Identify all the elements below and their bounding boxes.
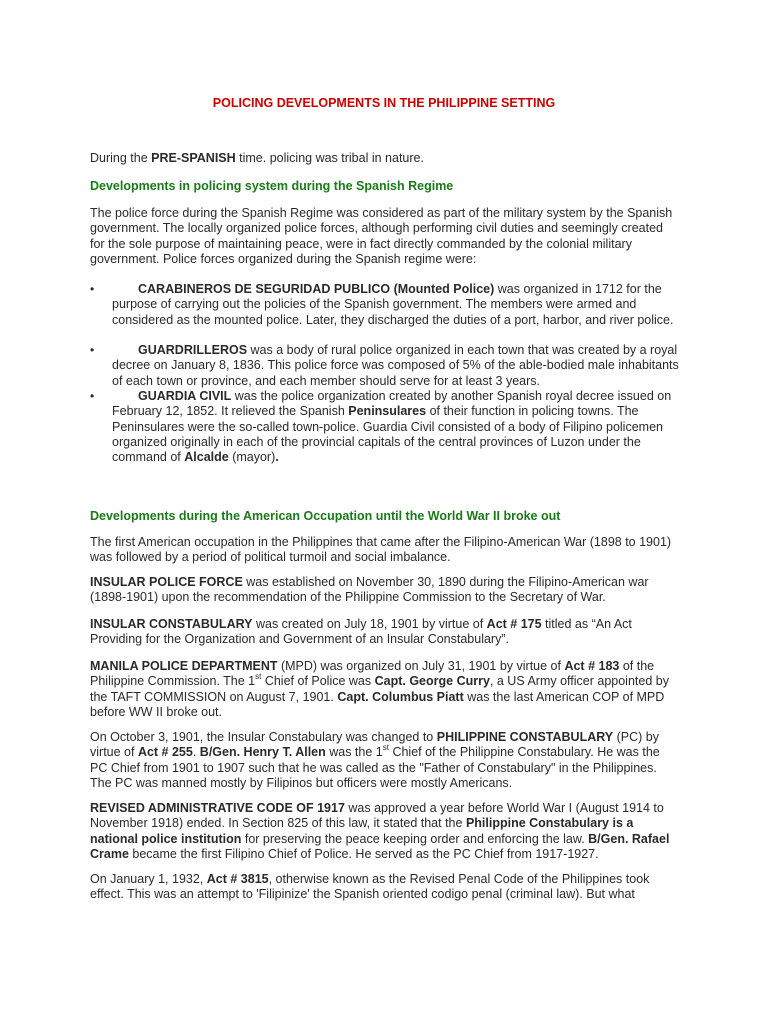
- national-police-bold: Philippine Constabulary is a national police institution: [90, 816, 634, 846]
- text-run: On January 1, 1932,: [90, 872, 207, 886]
- text-run: (mayor): [228, 450, 276, 465]
- text-run: , a US Army officer appointed by the TAFT COMMISSION on August 7, 1901.: [90, 674, 669, 704]
- text-run: During the: [90, 151, 152, 165]
- text-run: was a body of rural police organized in each town that was created by a royal decree on January 8, 1836. This police force was composed of 5% of the able-bodied male inhabitants of each town or province, and each member should serve for at least 3 years.: [112, 343, 679, 388]
- bullet-icon: •: [90, 343, 95, 357]
- pc-bold: PHILIPPINE CONSTABULARY: [436, 730, 614, 744]
- text-run: was the last American COP of MPD before WW II broke out.: [90, 689, 665, 719]
- alcalde-bold: Alcalde: [184, 450, 229, 465]
- text-run: of the Philippine Commission. The 1: [90, 659, 655, 689]
- list-item: [90, 282, 680, 328]
- insular-police-paragraph: [90, 575, 680, 606]
- guardrilleros-bold: GUARDRILLEROS: [138, 343, 248, 357]
- revised-code-bold: REVISED ADMINISTRATIVE CODE OF 1917: [90, 801, 345, 815]
- bullet-icon: •: [90, 389, 95, 403]
- text-run: for preserving the peace keeping order and enforcing the law.: [241, 831, 589, 846]
- list-item-text: [112, 343, 680, 389]
- manila-pd-paragraph: [90, 659, 680, 720]
- manila-pd-bold: MANILA POLICE DEPARTMENT: [90, 659, 278, 673]
- superscript: st: [382, 743, 389, 753]
- text-run: of their function in policing towns. The Peninsulares were the so-called town-police. Guardia Civil consisted of a body of Filipino policemen organized originally in each of the provincial capitals of the central provinces of Luzon under the command of: [112, 404, 663, 465]
- text-run: .: [275, 450, 279, 465]
- pre-spanish-bold: PRE-SPANISH: [151, 151, 236, 165]
- document-title: POLICING DEVELOPMENTS IN THE PHILIPPINE SETTING: [212, 96, 556, 110]
- american-intro-paragraph: The first American occupation in the Philippines that came after the Filipino-American War (1898 to 1901) was followed by a period of political turmoil and social imbalance.: [90, 535, 672, 565]
- heading-american-occupation: Developments during the American Occupation until the World War II broke out: [90, 509, 561, 523]
- pc-paragraph: [90, 730, 680, 791]
- revised-code-paragraph: [90, 801, 680, 862]
- list-item: [90, 389, 680, 465]
- crame-bold: B/Gen. Rafael Crame: [90, 831, 670, 861]
- text-run: was established on November 30, 1890 during the Filipino-American war (1898-1901) upon the recommendation of the Philippine Commission to the Secretary of War.: [90, 575, 649, 605]
- text-run: was the 1: [325, 745, 383, 760]
- act-3815-paragraph: [90, 872, 680, 903]
- peninsulares-bold: Peninsulares: [348, 404, 427, 419]
- text-run: (MPD) was organized on July 31, 1901 by virtue of: [277, 659, 565, 673]
- guardia-civil-bold: GUARDIA CIVIL: [138, 389, 232, 403]
- text-run: was organized in 1712 for the purpose of carrying out the policies of the Spanish government. The members were armed and considered as the mounted police. Later, they discharged the duties of a port, harbor, and river police.: [112, 282, 674, 327]
- superscript: st: [255, 672, 262, 682]
- piatt-bold: Capt. Columbus Piatt: [337, 689, 464, 704]
- text-run: Chief of Police was: [261, 674, 375, 689]
- pre-spanish-paragraph: [90, 151, 680, 166]
- text-run: , otherwise known as the Revised Penal Code of the Philippines took effect. This was an attempt to 'Filipinize' the Spanish oriented codigo penal (criminal law). But what: [90, 872, 650, 902]
- allen-bold: B/Gen. Henry T. Allen: [199, 745, 326, 760]
- insular-police-bold: INSULAR POLICE FORCE: [90, 575, 243, 589]
- list-item-text: [112, 282, 680, 328]
- text-run: was created on July 18, 1901 by virtue of: [252, 617, 487, 631]
- text-run: was approved a year before World War I (August 1914 to November 1918) ended. In Section 825 of this law, it stated that the: [90, 801, 664, 831]
- act-3815-bold: Act # 3815: [206, 872, 269, 886]
- curry-bold: Capt. George Curry: [374, 674, 490, 689]
- carabineros-bold: CARABINEROS DE SEGURIDAD PUBLICO (Mounted Police): [138, 282, 495, 296]
- insular-constabulary-bold: INSULAR CONSTABULARY: [90, 617, 253, 631]
- text-run: (PC) by virtue of: [90, 730, 659, 760]
- text-run: became the first Filipino Chief of Police. He served as the PC Chief from 1917-1927.: [128, 846, 599, 861]
- act-175-bold: Act # 175: [486, 617, 542, 631]
- insular-constabulary-paragraph: [90, 617, 680, 648]
- text-run: Chief of the Philippine Constabulary. He was the PC Chief from 1901 to 1907 such that he was called as the "Father of Constabulary" in the Philippines. The PC was manned mostly by Filipinos but officers were mostly Americans.: [90, 745, 660, 790]
- bullet-icon: •: [90, 282, 95, 296]
- text-run: was the police organization created by another Spanish royal decree issued on February 12, 1852. It relieved the Spanish: [112, 389, 672, 419]
- text-run: titled as “An Act Providing for the Organization and Government of an Insular Constabulary”.: [90, 617, 632, 647]
- heading-spanish-regime: Developments in policing system during the Spanish Regime: [90, 179, 454, 193]
- text-run: .: [192, 745, 200, 760]
- text-run: On October 3, 1901, the Insular Constabulary was changed to: [90, 730, 437, 744]
- act-183-bold: Act # 183: [564, 659, 620, 673]
- text-run: time. policing was tribal in nature.: [235, 151, 424, 165]
- list-item-text: [112, 389, 680, 465]
- act-255-bold: Act # 255: [137, 745, 193, 760]
- spanish-intro-paragraph: The police force during the Spanish Regime was considered as part of the military system by the Spanish government. The locally organized police forces, although performing civil duties and seemingly created for the sole purpose of maintaining peace, were in fact directly commanded by the colonial military government. Police forces organized during the Spanish regime were:: [90, 206, 673, 266]
- list-item: [90, 343, 680, 389]
